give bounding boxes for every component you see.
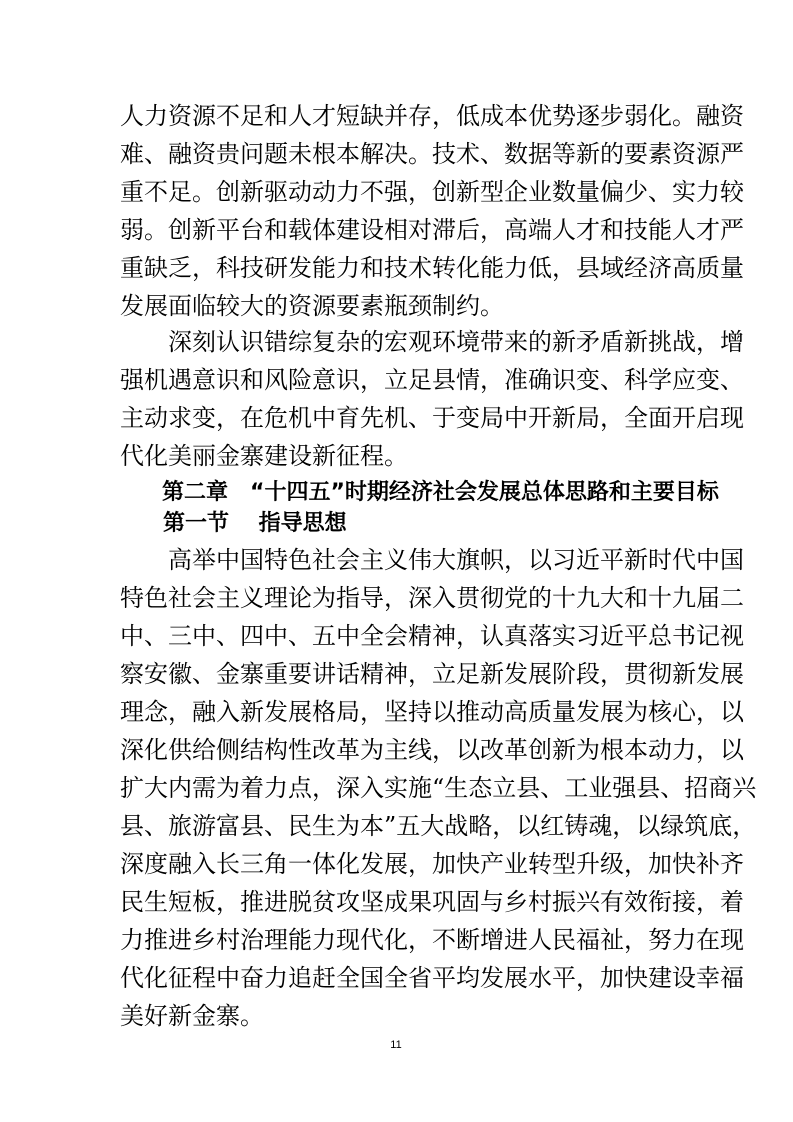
paragraph-3-line-11: 力推进乡村治理能力现代化，不断增进人民福祉，努力在现 xyxy=(120,926,744,954)
paragraph-2-line-1: 深刻认识错综复杂的宏观环境带来的新矛盾新挑战，增 xyxy=(168,328,744,356)
paragraph-3-line-4: 察安徽、金寨重要讲话精神，立足新发展阶段，贯彻新发展 xyxy=(120,660,744,688)
page-number: 11 xyxy=(390,1039,402,1051)
paragraph-2-line-2: 强机遇意识和风险意识，立足县情，准确识变、科学应变、 xyxy=(120,366,744,394)
paragraph-2-line-3: 主动求变，在危机中育先机、于变局中开新局，全面开启现 xyxy=(120,404,744,432)
paragraph-1-line-6: 发展面临较大的资源要素瓶颈制约。 xyxy=(120,292,504,320)
paragraph-1-line-4: 弱。创新平台和载体建设相对滞后，高端人才和技能人才严 xyxy=(120,216,744,244)
paragraph-1-line-2: 难、融资贵问题未根本解决。技术、数据等新的要素资源严 xyxy=(120,140,744,168)
paragraph-3-line-6: 深化供给侧结构性改革为主线，以改革创新为根本动力，以 xyxy=(120,736,744,764)
paragraph-1-line-5: 重缺乏，科技研发能力和技术转化能力低，县域经济高质量 xyxy=(120,254,744,282)
paragraph-1-line-1: 人力资源不足和人才短缺并存，低成本优势逐步弱化。融资 xyxy=(120,102,744,130)
paragraph-3-line-7: 扩大内需为着力点，深入实施“生态立县、工业强县、招商兴 xyxy=(120,774,757,802)
paragraph-3-line-10: 民生短板，推进脱贫攻坚成果巩固与乡村振兴有效衔接，着 xyxy=(120,888,744,916)
chapter-title: 第二章 “十四五”时期经济社会发展总体思路和主要目标 xyxy=(162,480,719,505)
paragraph-2-line-4: 代化美丽金寨建设新征程。 xyxy=(120,442,408,470)
paragraph-3-line-5: 理念，融入新发展格局，坚持以推动高质量发展为核心，以 xyxy=(120,698,744,726)
paragraph-3-line-12: 代化征程中奋力追赶全国全省平均发展水平，加快建设幸福 xyxy=(120,964,744,992)
paragraph-3-line-8: 县、旅游富县、民生为本”五大战略，以红铸魂，以绿筑底， xyxy=(120,812,757,840)
paragraph-3-line-9: 深度融入长三角一体化发展，加快产业转型升级，加快补齐 xyxy=(120,850,744,878)
paragraph-3-line-3: 中、三中、四中、五中全会精神，认真落实习近平总书记视 xyxy=(120,622,744,650)
paragraph-3-line-2: 特色社会主义理论为指导，深入贯彻党的十九大和十九届二 xyxy=(120,584,744,612)
paragraph-3-line-13: 美好新金寨。 xyxy=(120,1002,264,1030)
paragraph-3-line-1: 高举中国特色社会主义伟大旗帜，以习近平新时代中国 xyxy=(168,546,744,574)
paragraph-1-line-3: 重不足。创新驱动动力不强，创新型企业数量偏少、实力较 xyxy=(120,178,744,206)
section-title: 第一节 指导思想 xyxy=(163,511,347,536)
